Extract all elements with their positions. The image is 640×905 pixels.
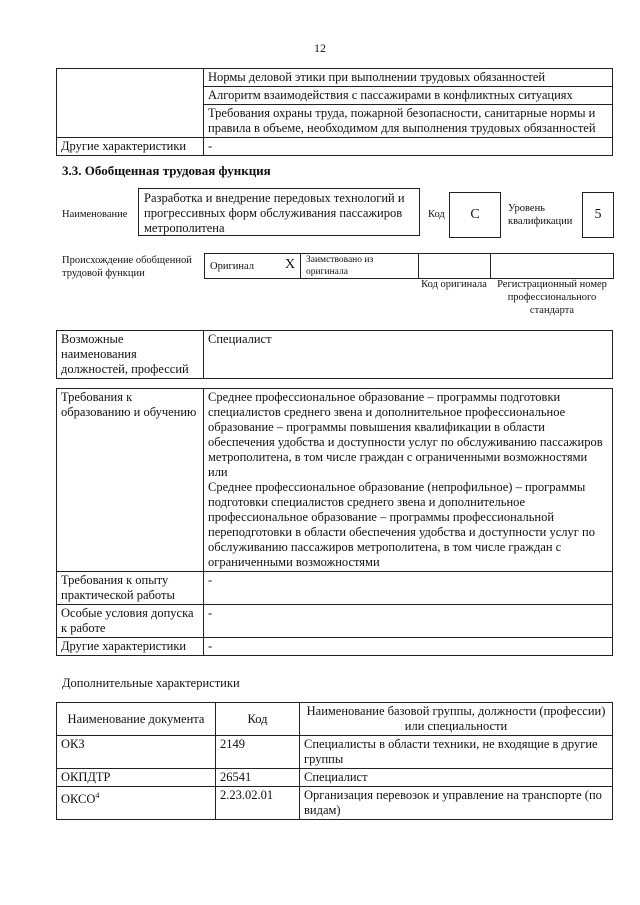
top-table (56, 68, 613, 156)
cell-name: Специалист (300, 769, 613, 787)
code-original-caption: Код оригинала (421, 279, 487, 290)
positions-label: Возможные наименования должностей, профессий (57, 331, 204, 379)
level-box: 5 (582, 192, 614, 238)
section-title: 3.3. Обобщенная трудовая функция (62, 163, 271, 178)
original-label: Оригинал (210, 261, 254, 272)
table-row (57, 736, 613, 769)
cell-code: 2149 (216, 736, 300, 769)
cell-name: Организация перевозок и управление на транспорте (по видам) (300, 787, 613, 820)
table-row (57, 331, 613, 379)
req-value (204, 389, 613, 572)
req-line: Среднее профессиональное образование (непрофильное) – программы подготовки специалистов среднего звена и дополнительное профессиональное образование – программы профессиональной переподготовки в области обеспечения удобства и доступности услуг по обслуживанию пассажиров метрополитена, в том числе граждан с ограниченными возможностями (208, 480, 595, 569)
positions-value: Специалист (204, 331, 613, 379)
borrowed-label: Заимствовано из оригинала (306, 255, 374, 277)
code-label: Код (428, 209, 445, 220)
req-value: - (204, 638, 613, 656)
req-label: Требования к опыту практической работы (57, 572, 204, 605)
additional-heading: Дополнительные характеристики (62, 676, 240, 690)
divider (490, 254, 491, 278)
table-cell-label: Другие характеристики (57, 138, 204, 156)
req-value: - (204, 605, 613, 638)
table-row (57, 389, 613, 572)
table-row (57, 69, 613, 87)
req-line: Среднее профессиональное образование – программы подготовки специалистов среднего звена и дополнительное профессиональное образование – программы повышения квалификации в области обеспечения удобства и доступности услуг по обслуживанию пассажиров метрополитена, в том числе граждан с ограниченными возможностями (208, 390, 603, 464)
header-doc: Наименование документа (57, 703, 216, 736)
req-label: Требования к образованию и обучению (57, 389, 204, 572)
page-number: 12 (314, 41, 326, 55)
table-row (57, 769, 613, 787)
cell-name: Специалисты в области техники, не входящие в другие группы (300, 736, 613, 769)
function-code-box: С (449, 192, 501, 238)
table-row (57, 572, 613, 605)
name-label: Наименование (62, 209, 128, 220)
req-label: Другие характеристики (57, 638, 204, 656)
additional-table (56, 702, 613, 820)
table-cell-value: Нормы деловой этики при выполнении трудовых обязанностей (204, 69, 613, 87)
cell-doc (57, 787, 216, 820)
origin-label: Происхождение обобщенной трудовой функции (62, 255, 192, 279)
header-name: Наименование базовой группы, должности (профессии) или специальности (300, 703, 613, 736)
cell-doc: ОКПДТР (57, 769, 216, 787)
original-mark: Х (285, 257, 296, 272)
reg-number-caption: Регистрационный номер профессионального стандарта (497, 279, 607, 316)
table-row (57, 787, 613, 820)
cell-doc: ОКЗ (57, 736, 216, 769)
req-value: - (204, 572, 613, 605)
req-line: или (208, 465, 228, 479)
table-cell-value: Алгоритм взаимодействия с пассажирами в конфликтных ситуациях (204, 87, 613, 105)
table-cell-label (57, 69, 204, 138)
req-label: Особые условия допуска к работе (57, 605, 204, 638)
doc-name: ОКСО (61, 792, 96, 807)
table-header-row (57, 703, 613, 736)
divider (300, 254, 301, 278)
table-cell-value: - (204, 138, 613, 156)
requirements-table (56, 388, 613, 656)
table-row (57, 638, 613, 656)
table-row (57, 138, 613, 156)
divider (418, 254, 419, 278)
footnote-ref: 4 (95, 791, 100, 800)
cell-code: 2.23.02.01 (216, 787, 300, 820)
table-row (57, 605, 613, 638)
positions-table (56, 330, 613, 379)
function-name-box: Разработка и внедрение передовых технологий и прогрессивных форм обслуживания пассажиров метрополитена (138, 188, 420, 236)
table-cell-value: Требования охраны труда, пожарной безопасности, санитарные нормы и правила в объеме, необходимом для выполнения трудовых обязанностей (204, 105, 613, 138)
cell-code: 26541 (216, 769, 300, 787)
origin-box (204, 253, 614, 279)
header-code: Код (216, 703, 300, 736)
level-label: Уровень квалификации (508, 203, 573, 227)
